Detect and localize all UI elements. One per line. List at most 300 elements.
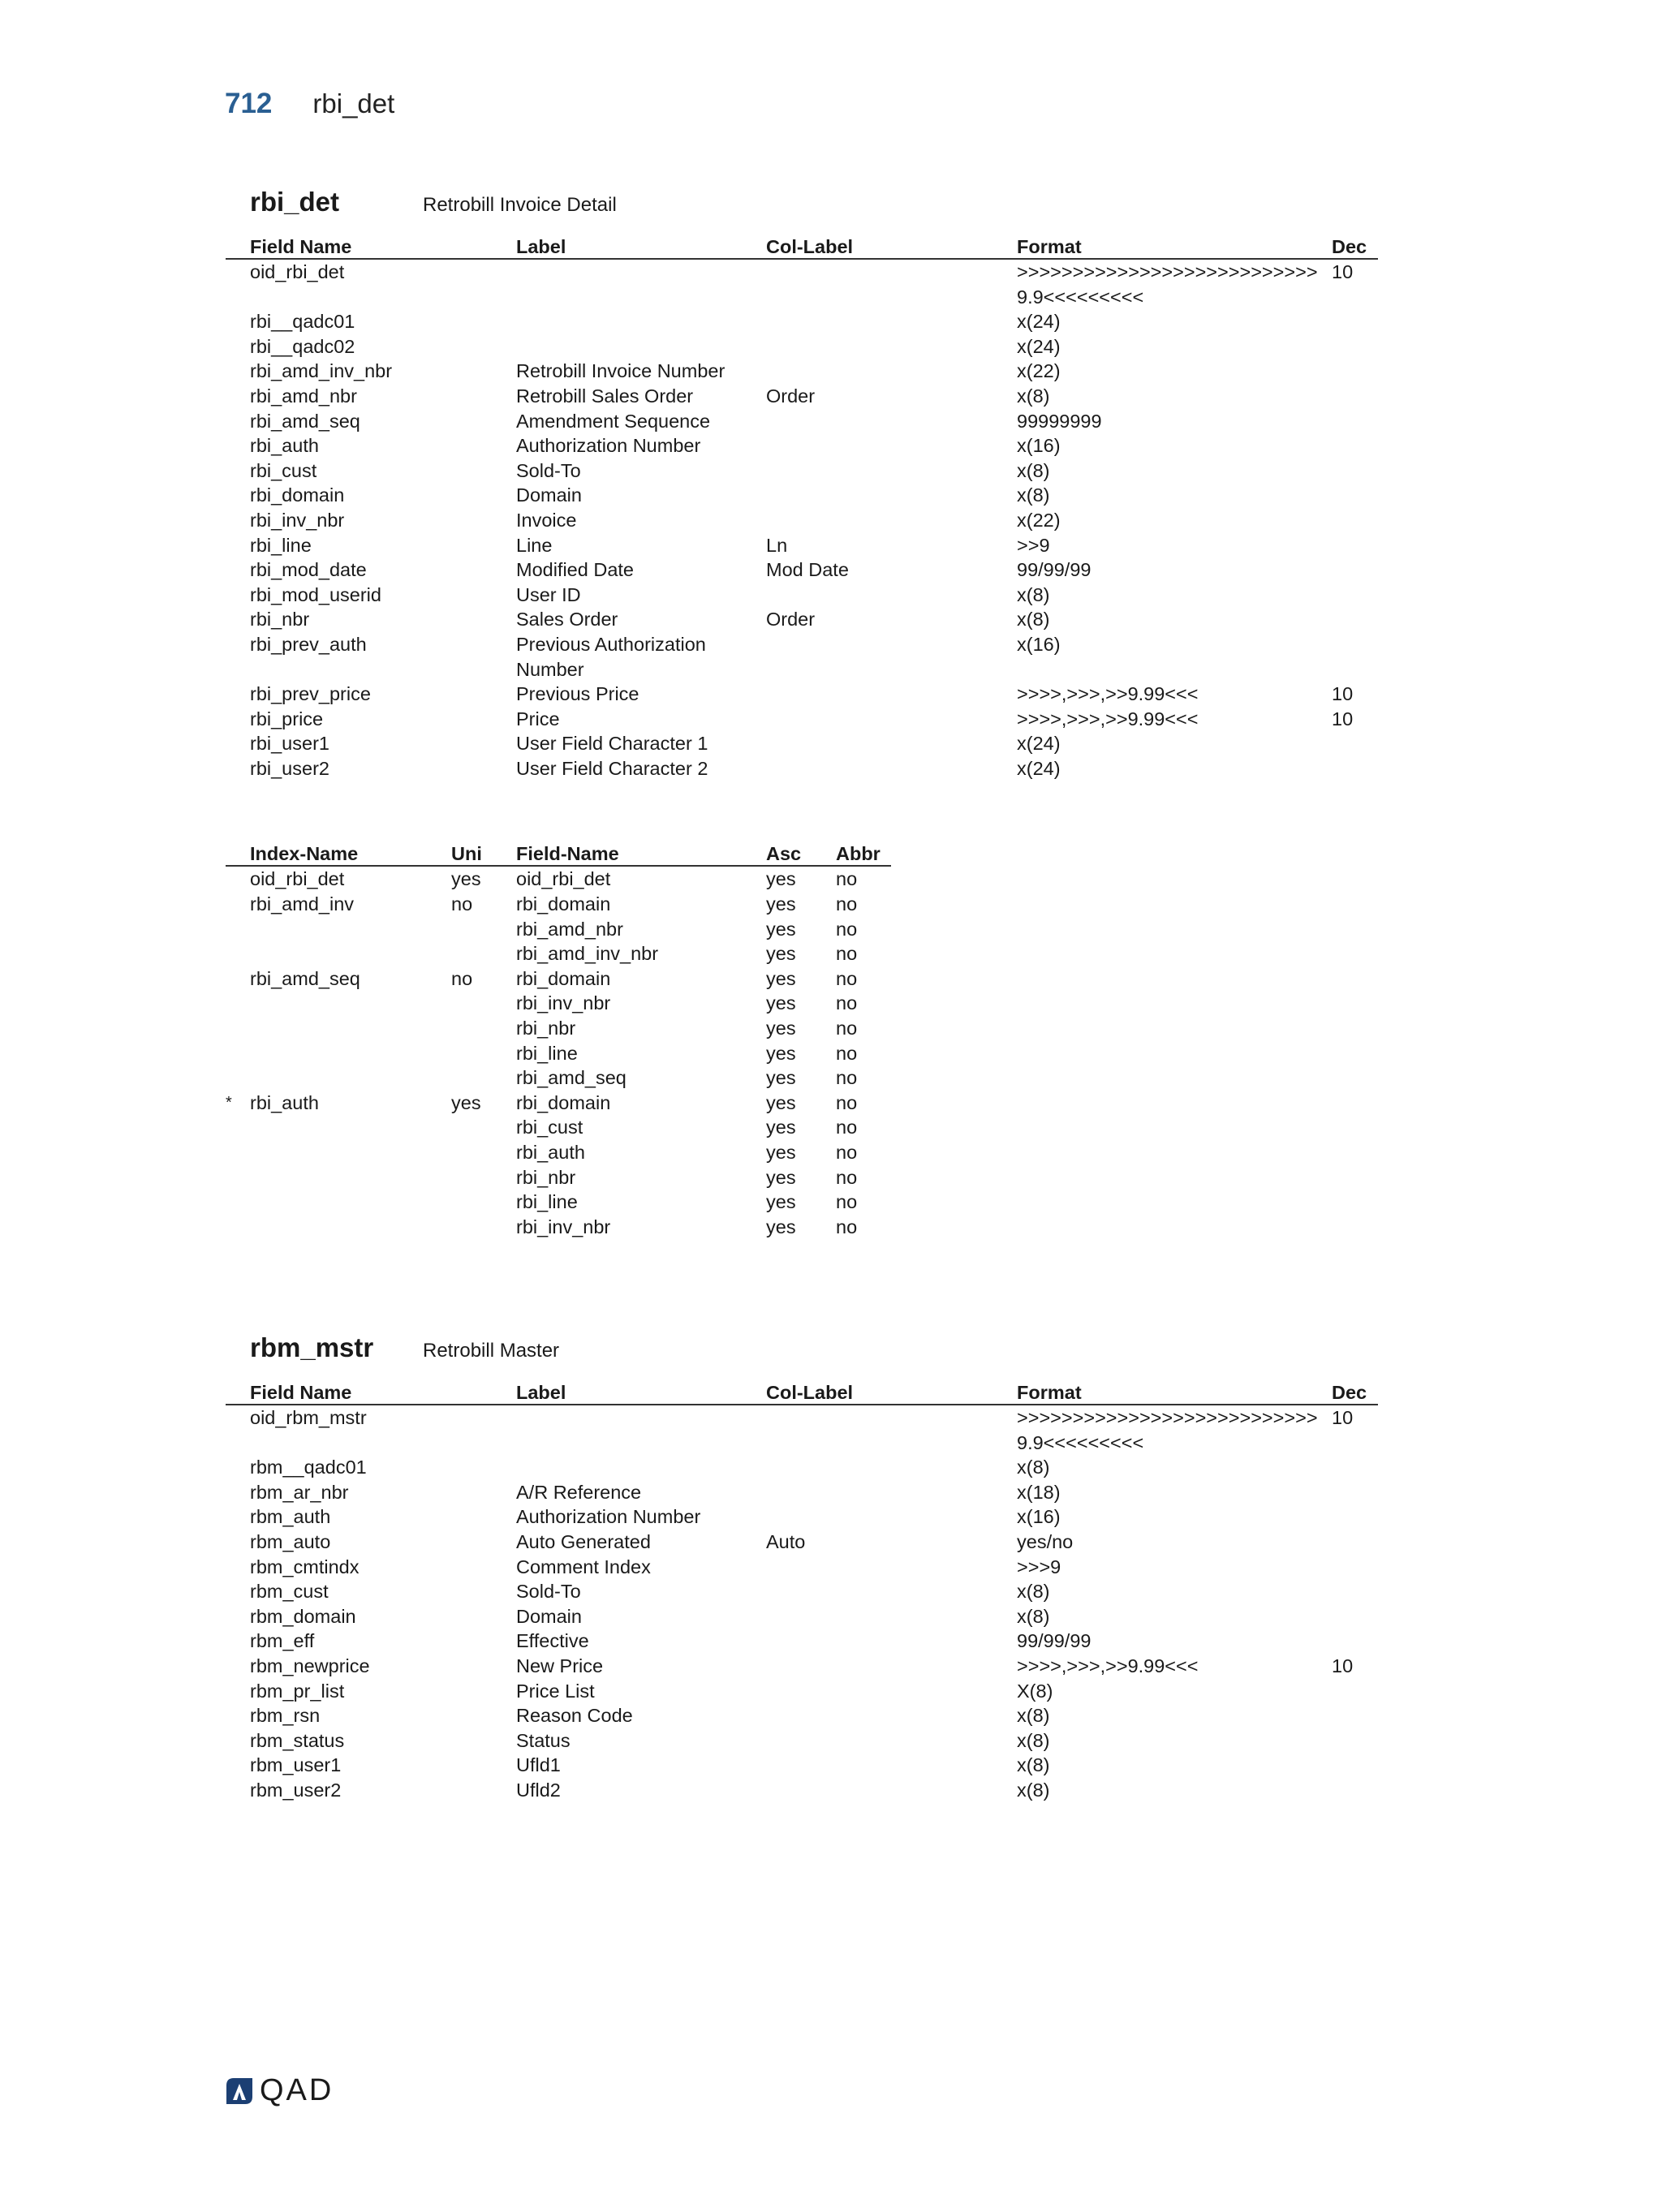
uni-cell bbox=[451, 1016, 516, 1041]
asc-cell: yes bbox=[766, 918, 796, 940]
uni-cell: yes bbox=[451, 1091, 481, 1113]
col-label-cell bbox=[766, 1480, 1017, 1505]
label-cell: New Price bbox=[516, 1655, 604, 1676]
field-row bbox=[226, 682, 1378, 707]
page-title: rbi_det bbox=[312, 88, 395, 118]
unique-marker: * bbox=[226, 1093, 232, 1112]
dec-cell bbox=[1332, 632, 1378, 682]
col-label-cell: Mod Date bbox=[766, 559, 849, 581]
unique-marker bbox=[226, 892, 250, 917]
label-cell: Amendment Sequence bbox=[516, 410, 711, 432]
index-row bbox=[226, 917, 891, 942]
dec-cell bbox=[1332, 1504, 1378, 1530]
qad-logo-icon bbox=[224, 2076, 255, 2107]
field-row bbox=[226, 1778, 1378, 1803]
index-name-cell bbox=[250, 1190, 451, 1215]
label-cell: Ufld1 bbox=[516, 1754, 561, 1776]
unique-marker bbox=[226, 941, 250, 966]
format-cell: X(8) bbox=[1017, 1680, 1053, 1702]
field-name-cell: rbi_amd_inv_nbr bbox=[250, 360, 393, 382]
field-name-cell: rbi_mod_date bbox=[250, 559, 367, 581]
index-name-cell bbox=[250, 941, 451, 966]
field-name-cell: rbi_mod_userid bbox=[250, 583, 381, 605]
field-table-header bbox=[226, 232, 1378, 259]
col-label-cell bbox=[766, 309, 1017, 334]
format-cell: x(8) bbox=[1017, 1705, 1050, 1727]
index-row bbox=[226, 966, 891, 992]
label-cell bbox=[516, 309, 766, 334]
index-row bbox=[226, 1091, 891, 1116]
field-row bbox=[226, 384, 1378, 409]
dec-cell bbox=[1332, 433, 1378, 458]
unique-marker bbox=[226, 1115, 250, 1140]
field-name-cell: rbm_cmtindx bbox=[250, 1556, 360, 1577]
index-name-cell bbox=[250, 1140, 451, 1165]
col-label-cell bbox=[766, 1778, 1017, 1803]
field-row bbox=[226, 409, 1378, 434]
abbr-cell: no bbox=[836, 1091, 858, 1113]
field-row bbox=[226, 334, 1378, 359]
dec-cell bbox=[1332, 1530, 1378, 1555]
col-label-cell bbox=[766, 1728, 1017, 1754]
abbr-cell: no bbox=[836, 918, 858, 940]
dec-cell bbox=[1332, 731, 1378, 756]
dec-cell bbox=[1332, 1579, 1378, 1604]
abbr-cell: no bbox=[836, 1166, 858, 1188]
unique-marker bbox=[226, 1190, 250, 1215]
index-name-cell bbox=[250, 917, 451, 942]
field-row bbox=[226, 1480, 1378, 1505]
field-name-cell: rbi_line bbox=[516, 1042, 578, 1064]
dec-cell: 10 bbox=[1332, 708, 1354, 729]
field-name-cell: rbi_nbr bbox=[516, 1018, 576, 1039]
format-cell: x(8) bbox=[1017, 1457, 1050, 1478]
asc-cell: yes bbox=[766, 1142, 796, 1163]
asc-cell: yes bbox=[766, 1067, 796, 1089]
label-cell: Domain bbox=[516, 1605, 582, 1627]
dec-cell: 10 bbox=[1332, 683, 1354, 705]
format-cell: x(8) bbox=[1017, 385, 1050, 407]
col-label-cell bbox=[766, 707, 1017, 732]
unique-marker bbox=[226, 966, 250, 992]
label-cell: Retrobill Invoice Number bbox=[516, 360, 726, 382]
header-marker bbox=[226, 232, 250, 259]
label-cell: Domain bbox=[516, 484, 582, 506]
col-label-cell bbox=[766, 731, 1017, 756]
field-row bbox=[226, 433, 1378, 458]
abbr-cell: no bbox=[836, 1042, 858, 1064]
table-name: rbi_det bbox=[250, 187, 340, 217]
marker-cell bbox=[226, 1530, 250, 1555]
unique-marker bbox=[226, 991, 250, 1016]
index-row bbox=[226, 866, 891, 892]
header-field-name: Field Name bbox=[250, 232, 516, 259]
index-row bbox=[226, 1190, 891, 1215]
col-label-cell bbox=[766, 1654, 1017, 1679]
header-field-name: Field Name bbox=[250, 1378, 516, 1405]
field-row bbox=[226, 309, 1378, 334]
label-cell: Previous Authorization Number bbox=[516, 633, 706, 680]
asc-cell: yes bbox=[766, 1216, 796, 1237]
field-name-cell: rbi_domain bbox=[516, 967, 611, 989]
field-row bbox=[226, 557, 1378, 583]
field-name-cell: rbm_newprice bbox=[250, 1655, 370, 1676]
index-name-cell bbox=[250, 1115, 451, 1140]
label-cell: Line bbox=[516, 534, 553, 556]
uni-cell: no bbox=[451, 967, 473, 989]
label-cell: Status bbox=[516, 1729, 571, 1751]
col-label-cell: Order bbox=[766, 385, 816, 407]
field-row bbox=[226, 259, 1378, 309]
field-name-cell: rbi_amd_nbr bbox=[516, 918, 623, 940]
format-cell: x(8) bbox=[1017, 459, 1050, 481]
field-name-cell: rbm_ar_nbr bbox=[250, 1481, 349, 1503]
header-index-name: Index-Name bbox=[250, 839, 451, 866]
index-name-cell bbox=[250, 1215, 451, 1240]
header-col-label: Col-Label bbox=[766, 232, 1017, 259]
label-cell: User Field Character 2 bbox=[516, 757, 708, 779]
field-name-cell: rbm_pr_list bbox=[250, 1680, 345, 1702]
uni-cell bbox=[451, 1115, 516, 1140]
field-name-cell: rbi_prev_auth bbox=[250, 633, 367, 655]
abbr-cell: no bbox=[836, 943, 858, 965]
uni-cell bbox=[451, 991, 516, 1016]
marker-cell bbox=[226, 1405, 250, 1455]
marker-cell bbox=[226, 458, 250, 484]
col-label-cell bbox=[766, 259, 1017, 309]
marker-cell bbox=[226, 359, 250, 384]
col-label-cell bbox=[766, 1753, 1017, 1778]
field-name-cell: rbm_user1 bbox=[250, 1754, 342, 1776]
field-row bbox=[226, 1604, 1378, 1629]
label-cell: Authorization Number bbox=[516, 1506, 701, 1528]
asc-cell: yes bbox=[766, 1091, 796, 1113]
label-cell: Price List bbox=[516, 1680, 595, 1702]
header-dec: Dec bbox=[1332, 1378, 1378, 1405]
field-name-cell: rbi_inv_nbr bbox=[250, 509, 345, 531]
field-name-cell: rbi_nbr bbox=[250, 609, 310, 630]
dec-cell bbox=[1332, 607, 1378, 632]
field-rows bbox=[226, 1405, 1378, 1803]
dec-cell bbox=[1332, 1480, 1378, 1505]
format-cell: x(8) bbox=[1017, 1779, 1050, 1801]
index-name-cell: rbi_amd_inv bbox=[250, 893, 355, 915]
asc-cell: yes bbox=[766, 967, 796, 989]
col-label-cell bbox=[766, 583, 1017, 608]
marker-cell bbox=[226, 1679, 250, 1704]
col-label-cell bbox=[766, 1679, 1017, 1704]
field-table-header bbox=[226, 1378, 1378, 1405]
header-abbr: Abbr bbox=[836, 839, 891, 866]
index-name-cell bbox=[250, 1065, 451, 1091]
index-row bbox=[226, 1041, 891, 1066]
index-row bbox=[226, 892, 891, 917]
field-name-cell: rbi_auth bbox=[250, 435, 319, 457]
label-cell: Comment Index bbox=[516, 1556, 651, 1577]
page-header bbox=[225, 88, 394, 128]
dec-cell bbox=[1332, 1703, 1378, 1728]
index-name-cell: oid_rbi_det bbox=[250, 868, 345, 890]
marker-cell bbox=[226, 508, 250, 533]
rbm-mstr-section bbox=[226, 1332, 1378, 1803]
dec-cell bbox=[1332, 1753, 1378, 1778]
col-label-cell bbox=[766, 483, 1017, 508]
label-cell: Modified Date bbox=[516, 559, 634, 581]
format-cell: x(24) bbox=[1017, 757, 1061, 779]
label-cell: Retrobill Sales Order bbox=[516, 385, 694, 407]
unique-marker bbox=[226, 917, 250, 942]
format-cell: x(16) bbox=[1017, 1506, 1061, 1528]
marker-cell bbox=[226, 1629, 250, 1654]
field-name-cell: rbm_rsn bbox=[250, 1705, 321, 1727]
label-cell: Auto Generated bbox=[516, 1530, 651, 1552]
label-cell: Previous Price bbox=[516, 683, 639, 705]
label-cell: User ID bbox=[516, 583, 581, 605]
header-label: Label bbox=[516, 232, 766, 259]
marker-cell bbox=[226, 1703, 250, 1728]
dec-cell bbox=[1332, 1778, 1378, 1803]
col-label-cell bbox=[766, 1629, 1017, 1654]
format-cell: >>>>>>>>>>>>>>>>>>>>>>>>>>>9.9<<<<<<<<< bbox=[1017, 1407, 1318, 1453]
field-row bbox=[226, 1629, 1378, 1654]
uni-cell: yes bbox=[451, 868, 481, 890]
col-label-cell bbox=[766, 1504, 1017, 1530]
uni-cell bbox=[451, 1165, 516, 1190]
field-name-cell: rbi_nbr bbox=[516, 1166, 576, 1188]
uni-cell: no bbox=[451, 893, 473, 915]
format-cell: x(24) bbox=[1017, 733, 1061, 755]
field-name-cell: rbi_auth bbox=[516, 1142, 585, 1163]
dec-cell bbox=[1332, 384, 1378, 409]
dec-cell bbox=[1332, 508, 1378, 533]
field-name-cell: rbi_price bbox=[250, 708, 324, 729]
field-name-cell: rbi_domain bbox=[516, 1091, 611, 1113]
field-row bbox=[226, 1455, 1378, 1480]
asc-cell: yes bbox=[766, 1018, 796, 1039]
marker-cell bbox=[226, 259, 250, 309]
field-name-cell: rbi_domain bbox=[516, 893, 611, 915]
field-name-cell: rbi_cust bbox=[250, 459, 317, 481]
format-cell: x(8) bbox=[1017, 1754, 1050, 1776]
abbr-cell: no bbox=[836, 967, 858, 989]
dec-cell bbox=[1332, 557, 1378, 583]
field-name-cell: rbi_amd_seq bbox=[250, 410, 360, 432]
dec-cell bbox=[1332, 483, 1378, 508]
dec-cell bbox=[1332, 533, 1378, 558]
label-cell: Invoice bbox=[516, 509, 577, 531]
field-name-cell: rbm_cust bbox=[250, 1581, 329, 1603]
format-cell: >>>>,>>>,>>9.99<<< bbox=[1017, 708, 1199, 729]
unique-marker bbox=[226, 1041, 250, 1066]
unique-marker bbox=[226, 1065, 250, 1091]
marker-cell bbox=[226, 334, 250, 359]
field-name-cell: rbm_domain bbox=[250, 1605, 356, 1627]
index-table bbox=[226, 839, 891, 1239]
col-label-cell: Ln bbox=[766, 534, 788, 556]
marker-cell bbox=[226, 309, 250, 334]
format-cell: >>9 bbox=[1017, 534, 1050, 556]
asc-cell: yes bbox=[766, 943, 796, 965]
index-table-header bbox=[226, 839, 891, 866]
header-field-name: Field-Name bbox=[516, 839, 766, 866]
marker-cell bbox=[226, 731, 250, 756]
col-label-cell bbox=[766, 682, 1017, 707]
field-table bbox=[226, 232, 1378, 781]
field-name-cell: rbm__qadc01 bbox=[250, 1457, 367, 1478]
marker-cell bbox=[226, 433, 250, 458]
field-name-cell: rbi__qadc02 bbox=[250, 335, 355, 357]
header-col-label: Col-Label bbox=[766, 1378, 1017, 1405]
uni-cell bbox=[451, 941, 516, 966]
dec-cell: 10 bbox=[1332, 1407, 1354, 1428]
header-uni: Uni bbox=[451, 839, 516, 866]
label-cell: Effective bbox=[516, 1630, 589, 1652]
format-cell: 99999999 bbox=[1017, 410, 1102, 432]
field-row bbox=[226, 1555, 1378, 1580]
index-name-cell bbox=[250, 991, 451, 1016]
table-description: Retrobill Invoice Detail bbox=[423, 194, 617, 216]
marker-cell bbox=[226, 384, 250, 409]
label-cell: Authorization Number bbox=[516, 435, 701, 457]
marker-cell bbox=[226, 1504, 250, 1530]
abbr-cell: no bbox=[836, 1067, 858, 1089]
dec-cell bbox=[1332, 1604, 1378, 1629]
marker-cell bbox=[226, 1778, 250, 1803]
format-cell: x(8) bbox=[1017, 1729, 1050, 1751]
index-row bbox=[226, 1165, 891, 1190]
uni-cell bbox=[451, 1215, 516, 1240]
index-name-cell bbox=[250, 1165, 451, 1190]
qad-logo bbox=[224, 2073, 334, 2108]
field-row bbox=[226, 458, 1378, 484]
col-label-cell bbox=[766, 1703, 1017, 1728]
field-name-cell: rbi_line bbox=[250, 534, 312, 556]
header-format: Format bbox=[1017, 1378, 1332, 1405]
index-row bbox=[226, 991, 891, 1016]
marker-cell bbox=[226, 1654, 250, 1679]
unique-marker bbox=[226, 1016, 250, 1041]
uni-cell bbox=[451, 1190, 516, 1215]
field-name-cell: oid_rbi_det bbox=[516, 868, 611, 890]
col-label-cell bbox=[766, 1455, 1017, 1480]
unique-marker bbox=[226, 866, 250, 892]
format-cell: >>>9 bbox=[1017, 1556, 1061, 1577]
format-cell: x(24) bbox=[1017, 335, 1061, 357]
uni-cell bbox=[451, 1140, 516, 1165]
asc-cell: yes bbox=[766, 893, 796, 915]
col-label-cell bbox=[766, 1579, 1017, 1604]
label-cell: A/R Reference bbox=[516, 1481, 642, 1503]
marker-cell bbox=[226, 1728, 250, 1754]
marker-cell bbox=[226, 707, 250, 732]
label-cell: Sold-To bbox=[516, 459, 581, 481]
table-description: Retrobill Master bbox=[423, 1340, 560, 1362]
field-name-cell: rbm_auth bbox=[250, 1506, 331, 1528]
header-dec: Dec bbox=[1332, 232, 1378, 259]
dec-cell bbox=[1332, 1679, 1378, 1704]
field-name-cell: rbm_status bbox=[250, 1729, 345, 1751]
header-format: Format bbox=[1017, 232, 1332, 259]
format-cell: >>>>,>>>,>>9.99<<< bbox=[1017, 683, 1199, 705]
field-rows bbox=[226, 259, 1378, 781]
dec-cell bbox=[1332, 1555, 1378, 1580]
col-label-cell bbox=[766, 458, 1017, 484]
label-cell: Price bbox=[516, 708, 560, 729]
format-cell: x(16) bbox=[1017, 435, 1061, 457]
marker-cell bbox=[226, 1480, 250, 1505]
field-name-cell: rbi__qadc01 bbox=[250, 311, 355, 333]
field-table bbox=[226, 1378, 1378, 1803]
dec-cell bbox=[1332, 1629, 1378, 1654]
format-cell: x(8) bbox=[1017, 1605, 1050, 1627]
field-name-cell: oid_rbi_det bbox=[250, 261, 345, 282]
marker-cell bbox=[226, 682, 250, 707]
dec-cell bbox=[1332, 583, 1378, 608]
field-name-cell: rbi_cust bbox=[516, 1117, 583, 1138]
index-row bbox=[226, 1215, 891, 1240]
marker-cell bbox=[226, 1555, 250, 1580]
unique-marker bbox=[226, 1165, 250, 1190]
col-label-cell: Order bbox=[766, 609, 816, 630]
field-row bbox=[226, 1504, 1378, 1530]
col-label-cell bbox=[766, 334, 1017, 359]
field-row bbox=[226, 533, 1378, 558]
col-label-cell bbox=[766, 1405, 1017, 1455]
dec-cell bbox=[1332, 1455, 1378, 1480]
format-cell: x(8) bbox=[1017, 583, 1050, 605]
field-row bbox=[226, 483, 1378, 508]
format-cell: 99/99/99 bbox=[1017, 1630, 1091, 1652]
field-row bbox=[226, 1405, 1378, 1455]
format-cell: x(8) bbox=[1017, 609, 1050, 630]
col-label-cell bbox=[766, 756, 1017, 781]
field-row bbox=[226, 632, 1378, 682]
col-label-cell bbox=[766, 433, 1017, 458]
label-cell bbox=[516, 1455, 766, 1480]
label-cell bbox=[516, 334, 766, 359]
uni-cell bbox=[451, 1065, 516, 1091]
header-asc: Asc bbox=[766, 839, 836, 866]
dec-cell bbox=[1332, 756, 1378, 781]
asc-cell: yes bbox=[766, 1191, 796, 1213]
col-label-cell bbox=[766, 1555, 1017, 1580]
label-cell: Ufld2 bbox=[516, 1779, 561, 1801]
dec-cell bbox=[1332, 359, 1378, 384]
asc-cell: yes bbox=[766, 992, 796, 1014]
field-name-cell: oid_rbm_mstr bbox=[250, 1407, 367, 1428]
col-label-cell bbox=[766, 508, 1017, 533]
col-label-cell: Auto bbox=[766, 1530, 806, 1552]
field-name-cell: rbi_prev_price bbox=[250, 683, 371, 705]
unique-marker bbox=[226, 1140, 250, 1165]
format-cell: 99/99/99 bbox=[1017, 559, 1091, 581]
col-label-cell bbox=[766, 409, 1017, 434]
asc-cell: yes bbox=[766, 1042, 796, 1064]
dec-cell: 10 bbox=[1332, 1655, 1354, 1676]
field-row bbox=[226, 731, 1378, 756]
asc-cell: yes bbox=[766, 1166, 796, 1188]
logo-text: QAD bbox=[260, 2073, 334, 2107]
index-row bbox=[226, 941, 891, 966]
field-name-cell: rbi_inv_nbr bbox=[516, 992, 611, 1014]
marker-cell bbox=[226, 1604, 250, 1629]
label-cell bbox=[516, 1405, 766, 1455]
field-name-cell: rbm_auto bbox=[250, 1530, 331, 1552]
marker-cell bbox=[226, 756, 250, 781]
dec-cell: 10 bbox=[1332, 261, 1354, 282]
format-cell: x(8) bbox=[1017, 1581, 1050, 1603]
page-number: 712 bbox=[225, 88, 273, 119]
